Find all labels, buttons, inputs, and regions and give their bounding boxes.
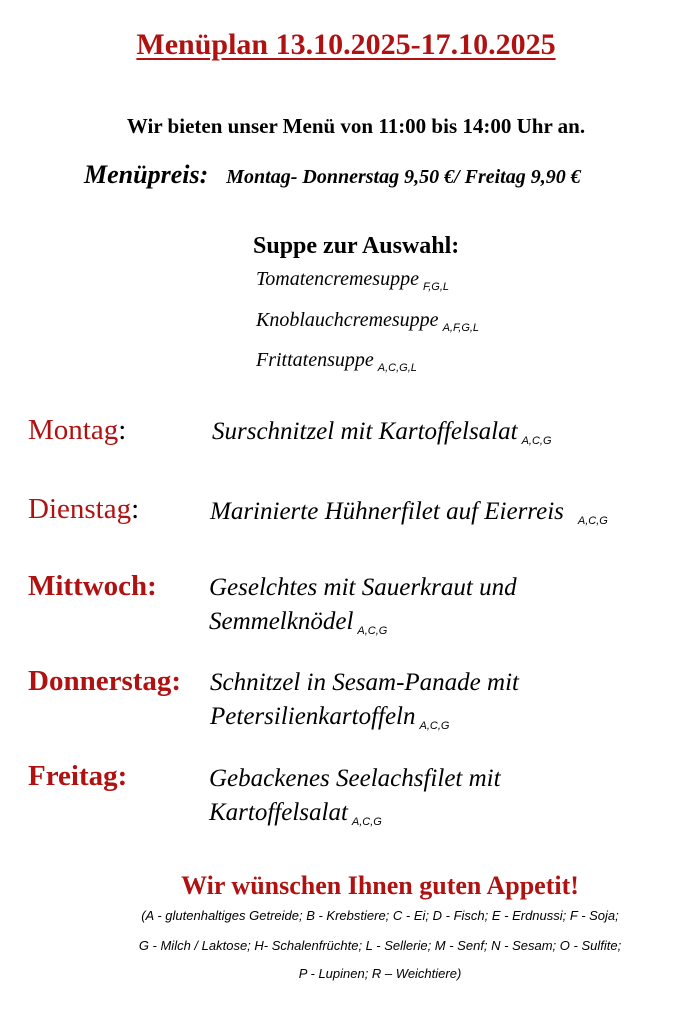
dish-line: Surschnitzel mit Kartoffelsalat — [212, 418, 518, 445]
allergen-codes: F,G,L — [422, 281, 450, 293]
day-label-friday: Freitag: — [28, 760, 128, 792]
allergen-codes: A,C,G — [357, 625, 388, 637]
soup-item — [256, 309, 479, 334]
day-label-thursday: Donnerstag: — [28, 665, 182, 697]
dish-line: Schnitzel in Sesam-Panade mit — [210, 669, 519, 696]
page-title: Menüplan 13.10.2025-17.10.2025 — [136, 28, 556, 61]
dish-line: Gebackenes Seelachsfilet mit — [209, 765, 501, 792]
day-name: Montag — [28, 414, 119, 446]
soup-heading: Suppe zur Auswahl: — [253, 233, 460, 259]
allergen-legend-line: G - Milch / Laktose; H- Schalenfrüchte; L - Sellerie; M - Senf; N - Sesam; O - Sulfite; — [138, 938, 622, 953]
allergen-codes: A,C,G — [521, 435, 552, 447]
allergen-codes: A,F,G,L — [442, 322, 480, 334]
dish-line-last — [209, 796, 501, 839]
menu-price-text: Montag- Donnerstag 9,50 €/ Freitag 9,90 € — [226, 166, 581, 188]
closing-greeting: Wir wünschen Ihnen guten Appetit! — [181, 871, 579, 900]
day-label-wednesday: Mittwoch: — [28, 570, 157, 602]
day-label-tuesday — [28, 493, 139, 526]
allergen-legend-line: (A - glutenhaltiges Getreide; B - Krebstiere; C - Ei; D - Fisch; E - Erdnussi; F - Soja; — [141, 908, 619, 923]
menu-price — [84, 160, 581, 190]
dish-line-last — [209, 605, 517, 648]
allergen-legend-line: P - Lupinen; R – Weichtiere) — [298, 966, 462, 981]
soup-item — [256, 349, 417, 374]
allergen-codes: A,C,G — [419, 720, 450, 732]
dish-wednesday — [209, 571, 517, 648]
service-hours: Wir bieten unser Menü von 11:00 bis 14:00 Uhr an. — [126, 114, 586, 138]
day-colon: : — [118, 414, 127, 446]
dish-line: Petersilienkartoffeln — [210, 703, 416, 730]
dish-friday — [209, 762, 501, 839]
dish-line: Kartoffelsalat — [209, 799, 348, 826]
day-colon: : — [131, 493, 140, 525]
dish-tuesday — [210, 495, 608, 538]
soup-name: Knoblauchcremesuppe — [256, 309, 439, 331]
dish-line: Semmelknödel — [209, 608, 354, 635]
day-label-monday — [28, 414, 126, 447]
allergen-codes: A,C,G,L — [377, 362, 417, 374]
allergen-codes: A,C,G — [351, 816, 382, 828]
dish-line-last — [210, 700, 519, 743]
menu-price-label: Menüpreis: — [84, 160, 209, 189]
soup-item — [256, 268, 449, 293]
dish-thursday — [210, 666, 519, 743]
dish-line: Geselchtes mit Sauerkraut und — [209, 574, 517, 601]
dish-line: Marinierte Hühnerfilet auf Eierreis — [210, 498, 564, 525]
soup-name: Tomatencremesuppe — [256, 268, 419, 290]
allergen-codes: A,C,G — [577, 515, 608, 527]
soup-name: Frittatensuppe — [256, 349, 374, 371]
dish-monday — [212, 415, 552, 458]
day-name: Dienstag — [28, 493, 132, 525]
